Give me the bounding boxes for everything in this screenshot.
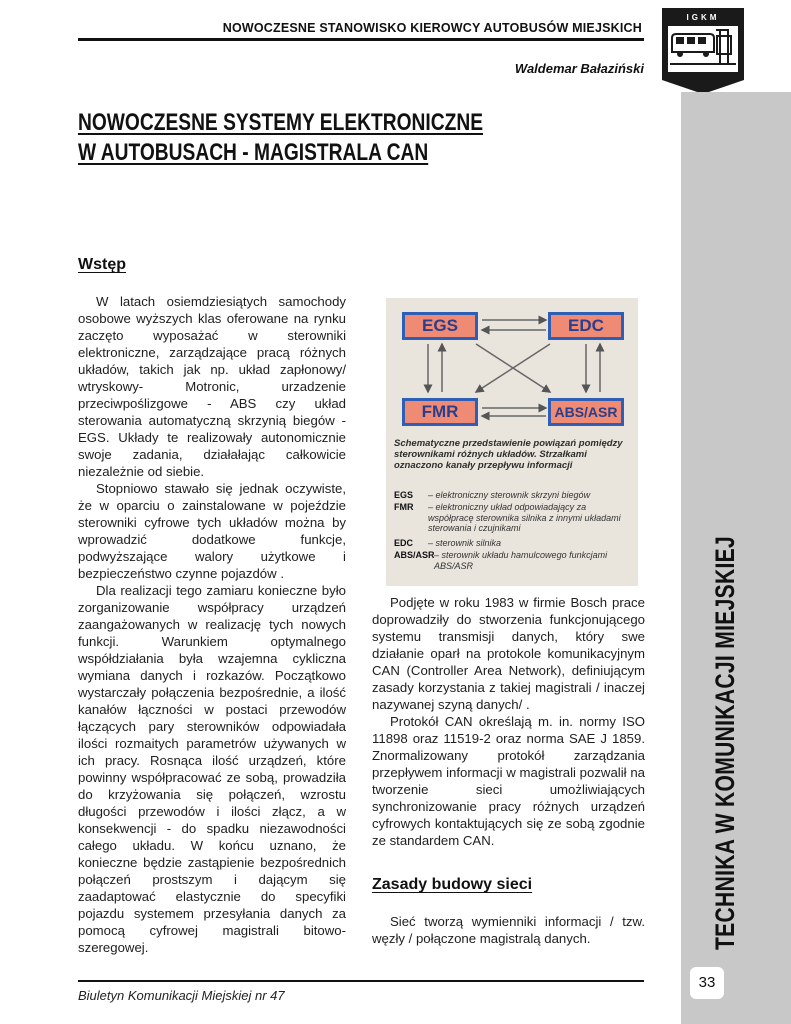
legend-desc: – sterownik układu hamulcowego funkcjami ABS/ASR xyxy=(434,550,608,571)
legend-item xyxy=(394,550,634,571)
network-column xyxy=(372,913,645,947)
intro-paragraph: W latach osiemdziesiątych samochody osobowe wyższych klas oferowane na rynku zaczęto wyposażać w sterowniki elektroniczne, zarządzające pracą różnych układów, takich jak np. układ zapłonowy/ wtryskowy- Motronic, urzadzenie przeciwpoślizgowe - ABS czy układ sterowania automatyczną skrzynią biegów - EGS. Układy te realizowały autonomicznie swoje zadania, działałając całkowicie niezależnie od siebie. xyxy=(78,294,346,479)
box-fmr: FMR xyxy=(402,398,478,426)
legend-desc: – elektroniczny sterownik skrzyni biegów xyxy=(428,490,591,500)
igkm-logo xyxy=(662,8,744,94)
box-abs-asr: ABS/ASR xyxy=(548,398,624,426)
legend-desc: – elektroniczny układ odpowiadający za współpracę sterownika silnika z innymi układami sterowania i czujnikami xyxy=(428,502,621,533)
diagram-caption: Schematyczne przedstawienie powiązań pomiędzy sterownikami różnych układów. Strzałkami oznaczono kanały przepływu informacji xyxy=(394,438,623,471)
publication-name: Biuletyn Komunikacji Miejskiej nr 47 xyxy=(78,988,285,1003)
author-name: Waldemar Bałaziński xyxy=(514,61,644,76)
box-edc: EDC xyxy=(548,312,624,340)
legend-abbr: EDC xyxy=(394,538,414,548)
can-paragraph: Protokół CAN określają m. in. normy ISO 11898 oraz 11519-2 oraz norma SAE J 1859. Znormalizowany protokół zarządzania przepływem informacji w magistrali pozwalił na tworzenie sieci umożliwiających synchronizowanie pracy różnych urządzeń cyfrowych kontaktujących się ze sobą zgodnie ze standardem CAN. xyxy=(372,714,645,848)
heading-intro: Wstęp xyxy=(78,256,126,273)
title-line-2: W AUTOBUSACH - MAGISTRALA CAN xyxy=(78,139,429,166)
page-number: 33 xyxy=(690,967,724,999)
intro-paragraph: Dla realizacji tego zamiaru konieczne było zorganizowanie współpracy urządzeń zaangażowanych w realizację tych nowych funkcji. Warunkiem optymalnego współdziałania była wzajemna cykliczna wymiana danych i rozkazów. Początkowo wystarczały połączenia bezpośrednie, a ilość kanałów łączności w postaci przewodów łączących pary sterowników odpowiadała ilości rozmaitych parametrów używanych w ich pracy. Rosnąca ilość urządzeń, które powinny współpracować ze sobą, prowadziła do krzyżowania się połączeń, wzrostu długości przewodów i ilości złącz, a w konsekwencji - do spadku niezawodności całego układu. W końcu uznano, że konieczne będzie zastąpienie bezpośrednich połączeń prostszym i dającym się zaadaptować elastycznie do specyfiki pojazdu systemem przesyłania danych za pomocą cyfrowej magistrali bitowo-szeregowej. xyxy=(78,583,346,955)
box-egs: EGS xyxy=(402,312,478,340)
legend-item xyxy=(394,502,634,534)
running-header: NOWOCZESNE STANOWISKO KIEROWCY AUTOBUSÓW MIEJSKICH xyxy=(222,21,642,35)
legend-abbr: ABS/ASR xyxy=(394,550,435,560)
can-column xyxy=(372,594,645,849)
title-line-1: NOWOCZESNE SYSTEMY ELEKTRONICZNE xyxy=(78,109,484,136)
network-paragraph: Sieć tworzą wymienniki informacji / tzw. węzły / połączone magistralą danych. xyxy=(372,914,645,946)
header-rule xyxy=(78,38,644,41)
vertical-section-title: TECHNIKA W KOMUNIKACJI MIEJSKIEJ xyxy=(710,535,740,950)
intro-column xyxy=(78,293,346,956)
legend-item xyxy=(394,490,634,501)
ecu-diagram xyxy=(386,298,638,586)
legend-desc: – sterownik silnika xyxy=(428,538,502,548)
legend-item xyxy=(394,538,634,549)
legend-abbr: EGS xyxy=(394,490,414,500)
can-paragraph: Podjęte w roku 1983 w firmie Bosch prace doprowadziły do stworzenia funkcjonującego systemu transmisji danych, który swe działanie oparł na protokole komunikacyjnym CAN (Controller Area Network), definiującym zasady korzystania z takiej magistrali / inaczej nazywanej szyną danych/ . xyxy=(372,595,645,712)
logo-text: IGKM xyxy=(686,13,720,22)
legend-abbr: FMR xyxy=(394,502,414,512)
heading-network: Zasady budowy sieci xyxy=(372,876,533,893)
article-title xyxy=(78,108,638,168)
intro-paragraph: Stopniowo stawało się jednak oczywiste, że w oparciu o zainstalowane w pojeździe sterowniki cyfrowe tych układów można by wprowadzić dodatkowe funkcje, podwyższające walory użytkowe i bezpieczeństwo czynne pojazdów . xyxy=(78,481,346,581)
footer-rule xyxy=(78,980,644,982)
